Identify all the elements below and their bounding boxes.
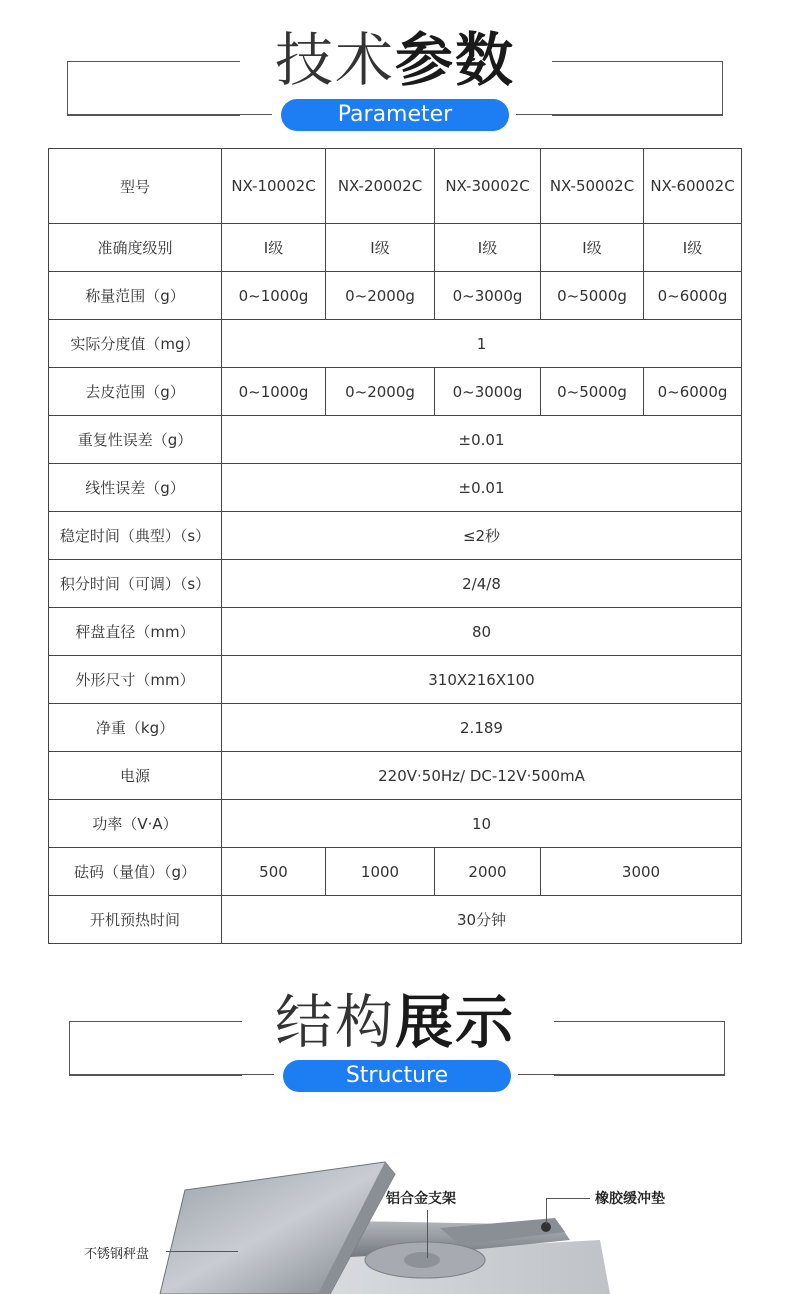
table-row [49, 752, 742, 800]
row-value: 310X216X100 [222, 656, 742, 704]
table-row [49, 848, 742, 896]
row-cell: 0~1000g [222, 272, 326, 320]
table-header-row [49, 149, 742, 224]
row-label: 去皮范围（g） [49, 368, 222, 416]
structure-title-light: 结构 [274, 988, 395, 1056]
model-name: NX-30002C [435, 149, 541, 224]
callout-bracket: 铝合金支架 [386, 1191, 456, 1207]
row-label: 秤盘直径（mm） [49, 608, 222, 656]
row-label: 开机预热时间 [49, 896, 222, 944]
table-row [49, 656, 742, 704]
callout-rubber-line-v [546, 1198, 547, 1224]
model-name: NX-60002C [644, 149, 742, 224]
row-cell: 0~6000g [644, 368, 742, 416]
row-value: ≤2秒 [222, 512, 742, 560]
row-label: 净重（kg） [49, 704, 222, 752]
row-cell: 0~5000g [541, 272, 644, 320]
table-row [49, 320, 742, 368]
row-label: 准确度级别 [49, 224, 222, 272]
parameter-title-light: 技术 [274, 26, 395, 94]
row-cell: 0~1000g [222, 368, 326, 416]
table-row [49, 464, 742, 512]
structure-pill: Structure [283, 1060, 511, 1092]
model-name: NX-50002C [541, 149, 644, 224]
callout-rubber-line-h [546, 1198, 590, 1199]
table-row [49, 416, 742, 464]
row-cell: 0~3000g [435, 272, 541, 320]
row-label: 称量范围（g） [49, 272, 222, 320]
row-label: 电源 [49, 752, 222, 800]
row-cell: 3000 [541, 848, 742, 896]
structure-title-bold: 展示 [395, 988, 516, 1056]
heading-underline-right [516, 114, 722, 115]
row-value: 80 [222, 608, 742, 656]
callout-pan: 不锈钢秤盘 [84, 1247, 150, 1262]
table-row [49, 512, 742, 560]
heading-underline-left [67, 114, 272, 115]
row-label: 外形尺寸（mm） [49, 656, 222, 704]
row-label: 砝码（量值）（g） [49, 848, 222, 896]
row-label: 稳定时间（典型）（s） [49, 512, 222, 560]
row-label: 线性误差（g） [49, 464, 222, 512]
header-label: 型号 [49, 149, 222, 224]
row-cell: 2000 [435, 848, 541, 896]
row-cell: 500 [222, 848, 326, 896]
row-cell: 1000 [326, 848, 435, 896]
row-cell: 0~2000g [326, 368, 435, 416]
row-value: ±0.01 [222, 416, 742, 464]
row-cell: I级 [541, 224, 644, 272]
structure-underline-right [518, 1074, 724, 1075]
row-cell: 0~6000g [644, 272, 742, 320]
model-name: NX-10002C [222, 149, 326, 224]
table-row [49, 560, 742, 608]
table-row [49, 896, 742, 944]
row-label: 实际分度值（mg） [49, 320, 222, 368]
parameter-title-bold: 参数 [395, 26, 516, 94]
row-cell: 0~2000g [326, 272, 435, 320]
table-row [49, 368, 742, 416]
row-cell: I级 [326, 224, 435, 272]
model-name: NX-20002C [326, 149, 435, 224]
spec-table [48, 148, 742, 944]
structure-underline-left [69, 1074, 274, 1075]
callout-bracket-line [427, 1210, 428, 1258]
row-value: 10 [222, 800, 742, 848]
row-cell: I级 [644, 224, 742, 272]
row-value: 1 [222, 320, 742, 368]
row-cell: 0~3000g [435, 368, 541, 416]
row-cell: I级 [435, 224, 541, 272]
row-value: ±0.01 [222, 464, 742, 512]
row-label: 功率（V·A） [49, 800, 222, 848]
table-row [49, 224, 742, 272]
table-row [49, 800, 742, 848]
table-row [49, 608, 742, 656]
structure-title [0, 990, 790, 1054]
row-value: 2/4/8 [222, 560, 742, 608]
row-value: 220V·50Hz/ DC-12V·500mA [222, 752, 742, 800]
row-cell: I级 [222, 224, 326, 272]
row-value: 2.189 [222, 704, 742, 752]
parameter-pill: Parameter [281, 99, 509, 131]
row-cell: 0~5000g [541, 368, 644, 416]
row-label: 重复性误差（g） [49, 416, 222, 464]
table-row [49, 272, 742, 320]
bracket-center [404, 1252, 440, 1268]
parameter-title [0, 28, 790, 92]
product-illustration [0, 1110, 790, 1294]
callout-pan-line [166, 1251, 238, 1252]
callout-rubber: 橡胶缓冲垫 [595, 1191, 665, 1207]
table-row [49, 704, 742, 752]
row-value: 30分钟 [222, 896, 742, 944]
row-label: 积分时间（可调）（s） [49, 560, 222, 608]
